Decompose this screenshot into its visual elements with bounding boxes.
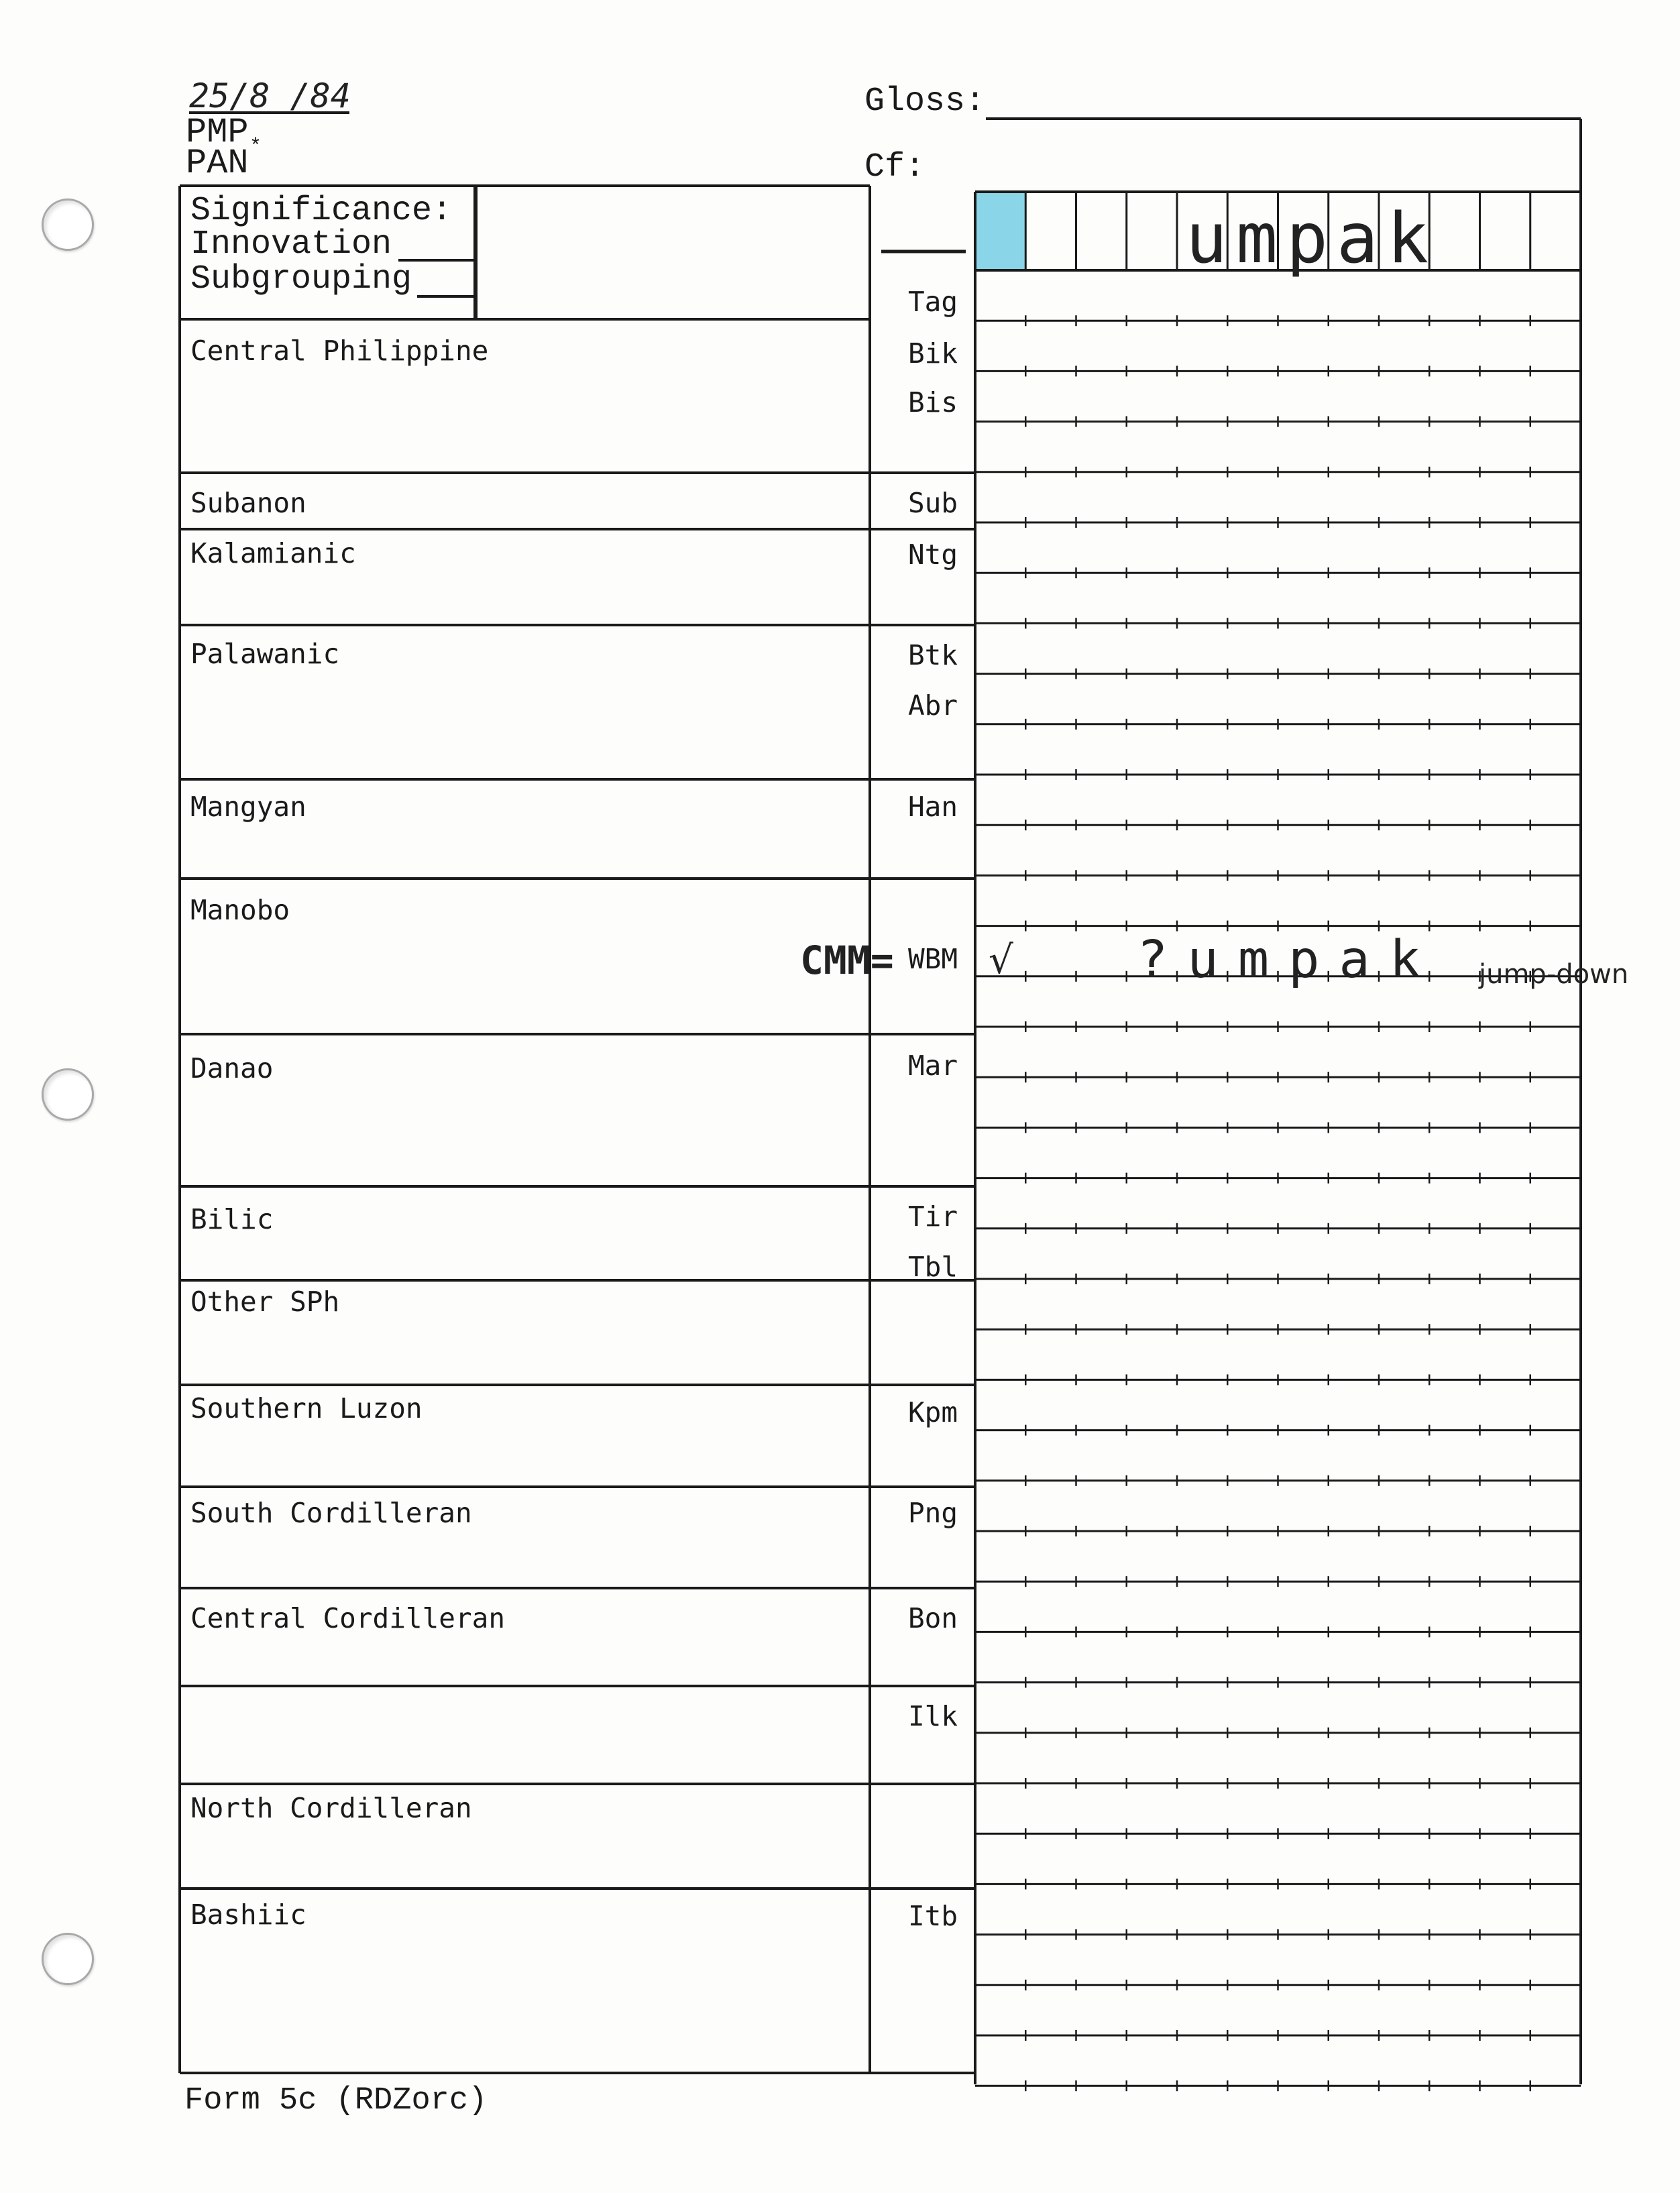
group-manobo: Manobo: [190, 894, 290, 926]
code-btk: Btk: [908, 639, 958, 671]
code-mar: Mar: [908, 1050, 958, 1082]
code-abr: Abr: [908, 689, 958, 722]
group-subanon: Subanon: [190, 487, 306, 519]
group-south-cordilleran: South Cordilleran: [190, 1497, 472, 1529]
code-tbl: Tbl: [908, 1251, 958, 1283]
group-palawanic: Palawanic: [190, 638, 340, 670]
check-mark: √: [989, 937, 1013, 982]
code-bon: Bon: [908, 1602, 958, 1634]
reconstructed-form: umpak: [1186, 199, 1438, 279]
code-tir: Tir: [908, 1200, 958, 1233]
cf-label: Cf:: [864, 148, 926, 186]
proto-label-pmp: PMP: [186, 113, 249, 152]
significance-title: Significance:: [190, 192, 453, 230]
group-danao: Danao: [190, 1052, 274, 1084]
group-mangyan: Mangyan: [190, 791, 306, 823]
code-wbm: WBM: [908, 943, 958, 975]
code-ilk: Ilk: [908, 1700, 958, 1732]
date-entry: 25/8 /84: [189, 76, 351, 115]
group-bashiic: Bashiic: [190, 1899, 306, 1931]
code-kpm: Kpm: [908, 1396, 958, 1428]
group-other-sph: Other SPh: [190, 1286, 340, 1318]
proto-label-pan: PAN: [186, 144, 249, 183]
group-bilic: Bilic: [190, 1203, 274, 1235]
code-ntg: Ntg: [908, 539, 958, 571]
code-bis: Bis: [908, 386, 958, 418]
innovation-label: Innovation: [190, 225, 392, 264]
form-footer: Form 5c (RDZorc): [184, 2083, 488, 2119]
code-png: Png: [908, 1497, 958, 1529]
group-southern-luzon: Southern Luzon: [190, 1392, 423, 1424]
code-han: Han: [908, 791, 958, 823]
code-bik: Bik: [908, 337, 958, 370]
manobo-equivalence-note: CMM=: [800, 938, 894, 983]
group-central-cordilleran: Central Cordilleran: [190, 1602, 505, 1634]
manobo-cognate-gloss: jump-down: [1479, 959, 1629, 990]
group-kalamianic: Kalamianic: [190, 537, 356, 569]
ruled-entry-area: [975, 192, 1581, 2091]
manobo-cognate-form: ?umpak: [1137, 930, 1441, 990]
group-north-cordilleran: North Cordilleran: [190, 1792, 472, 1824]
group-central-philippine: Central Philippine: [190, 335, 489, 367]
gloss-label: Gloss:: [864, 82, 986, 121]
code-tag: Tag: [908, 286, 958, 318]
code-sub: Sub: [908, 487, 958, 519]
proto-marker-asterisk: *: [249, 135, 262, 158]
subgrouping-label: Subgrouping: [190, 260, 412, 298]
highlight-cell: [976, 193, 1025, 269]
code-itb: Itb: [908, 1900, 958, 1932]
